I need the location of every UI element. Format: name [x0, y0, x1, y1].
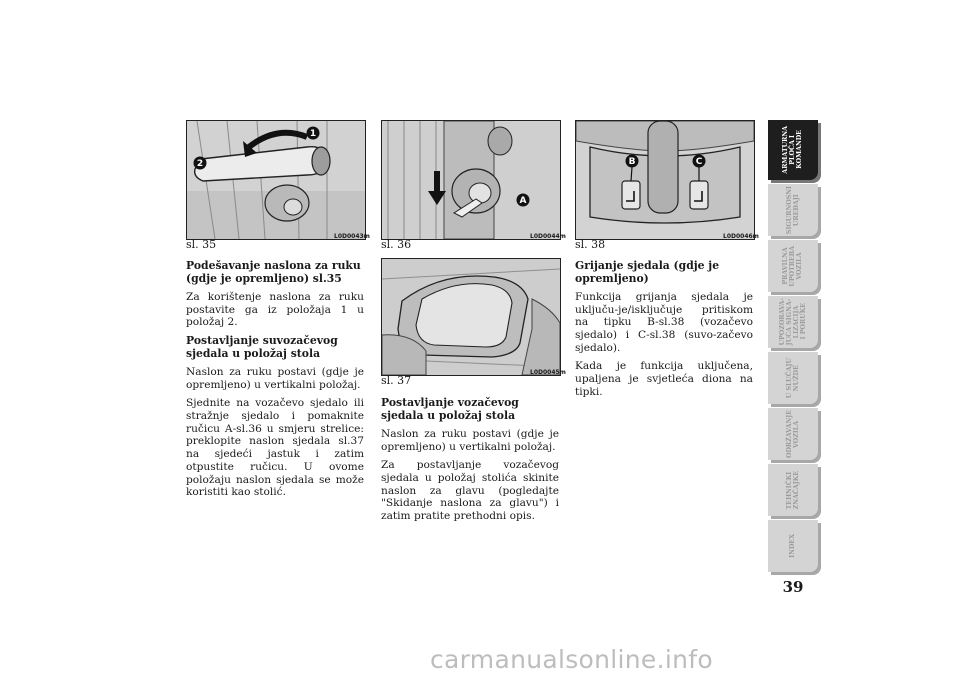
tab-technical-data[interactable] — [768, 464, 818, 516]
figure-35-code: L0D0043m — [334, 233, 370, 240]
marker-c: C — [695, 157, 703, 167]
tab-safety-devices[interactable] — [768, 184, 818, 236]
figure-37-caption: sl. 37 — [381, 374, 412, 387]
figure-36-seat-lever — [381, 120, 561, 240]
figure-36-code: L0D0044m — [530, 233, 566, 240]
marker-b: B — [628, 157, 636, 167]
heading-seat-heating: Grijanje sjedala (gdje je opremljeno) — [575, 259, 720, 285]
marker-a: A — [519, 196, 527, 206]
marker-2: 2 — [196, 159, 204, 169]
page-number: 39 — [782, 578, 804, 596]
tab-instrument-panel-label: ARMATURNA PLOČA I KOMANDE — [782, 126, 804, 174]
tab-maintenance[interactable] — [768, 408, 818, 460]
tab-correct-use[interactable] — [768, 240, 818, 292]
figure-38-caption: sl. 38 — [575, 238, 606, 251]
figure-37-code: L0D0045m — [530, 369, 566, 376]
figure-37-seat-table — [381, 258, 561, 376]
armrest-illustration — [187, 121, 365, 239]
tab-index[interactable] — [768, 520, 818, 572]
seat-lever-illustration — [382, 121, 560, 239]
paragraph-armrest: Za korištenje naslona za ruku postavite ga iz položaja 1 u položaj 2. — [186, 290, 364, 329]
paragraph-passenger-armrest: Naslon za ruku postavi (gdje je opremljeno) u vertikalni položaj. — [186, 365, 364, 391]
paragraph-seat-heating-buttons: Funkcija grijanja sjedala je uključu-je/isključuje pritiskom na tipku B-sl.38 (vozačevo sjedalo) i C-sl.38 (suvo-začevo sjedalo). — [575, 290, 753, 354]
paragraph-passenger-table: Sjednite na vozačevo sjedalo ili stražnje sjedalo i pomaknite ručicu A-sl.36 u smjeru strelice: preklopite naslon sjedala sl.37 na sjedeći jastuk i zatim otpustite ručicu. U ovome položaju naslon sjedala se može koristiti kao stolić. — [186, 397, 364, 499]
text-column-1 — [186, 260, 364, 505]
heading-passenger-table: Postavljanje suvozačevog sjedala u položaj stola — [186, 334, 338, 360]
seat-table-illustration — [382, 259, 560, 375]
tab-warning-lights-label: UPOZORAVA- JUĆA SIGNA- LIZACIJA I PORUKE — [778, 298, 808, 346]
tab-technical-data-label: TEHNIČKI ZNAČAJKE — [785, 470, 800, 510]
figure-35-caption: sl. 35 — [186, 238, 217, 251]
tab-index-label: INDEX — [789, 534, 797, 558]
tab-correct-use-label: PRAVILNA UPOTREBA VOZILA — [782, 245, 804, 287]
tab-instrument-panel[interactable] — [768, 120, 818, 180]
paragraph-driver-table: Za postavljanje vozačevog sjedala u položaj stolića skinite naslon za glavu (pogledajte "Skidanje naslona za glavu") i zatim pratite prethodni opis. — [381, 459, 559, 523]
figure-38-code: L0D0046m — [723, 233, 759, 240]
text-column-2 — [381, 397, 559, 529]
paragraph-seat-heating-indicator: Kada je funkcija uključena, upaljena je svjetleća diona na tipki. — [575, 360, 753, 398]
figure-35-armrest — [186, 120, 366, 240]
marker-1: 1 — [309, 129, 317, 139]
tab-warning-lights[interactable] — [768, 296, 818, 348]
tab-maintenance-label: ODRŽAVANJE VOZILA — [785, 409, 800, 459]
tab-emergency[interactable] — [768, 352, 818, 404]
heading-armrest: Podešavanje naslona za ruku (gdje je opremljeno) sl.35 — [186, 259, 361, 285]
figure-36-caption: sl. 36 — [381, 238, 412, 251]
figure-38-seat-heating — [575, 120, 755, 240]
tab-safety-devices-label: SIGURNOSNI UREĐAJI — [785, 185, 800, 235]
heading-driver-table: Postavljanje vozačevog sjedala u položaj stola — [381, 396, 519, 422]
paragraph-driver-armrest: Naslon za ruku postavi (gdje je opremljeno) u vertikalni položaj. — [381, 427, 559, 453]
seat-heating-illustration — [576, 121, 754, 239]
tab-emergency-label: U SLUČAJU NUŽDE — [785, 357, 800, 399]
text-column-3 — [575, 260, 753, 405]
watermark[interactable]: carmanualsonline.info — [430, 645, 713, 674]
